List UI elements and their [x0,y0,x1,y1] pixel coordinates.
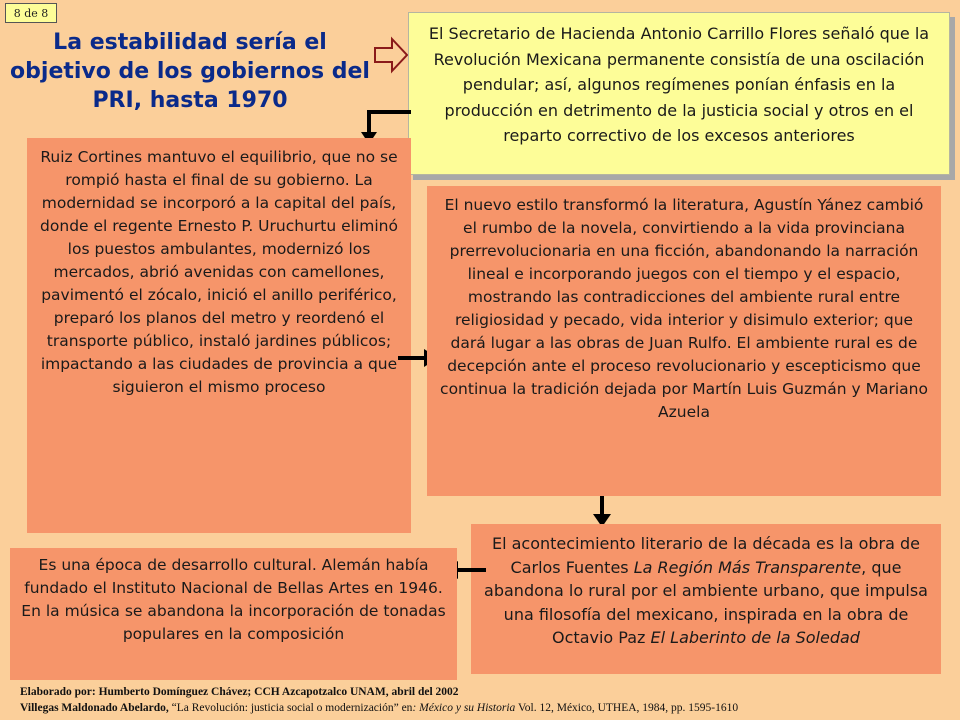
fuentes-box [471,524,941,674]
footer-credit: Elaborado por: Humberto Domínguez Chávez; CCH Azcapotzalco UNAM, abril del 2002 [20,686,459,698]
book-title-laberinto: El Laberinto de la Soledad [650,628,860,647]
literatura-box: El nuevo estilo transformó la literatura, Agustín Yánez cambió el rumbo de la novela, convirtiendo a la vida provinciana prerrevolucionaria en una ficción, abandonando la narración lineal e incorporando juegos con el tiempo y el espacio, mostrando las contradicciones del ambiente rural entre religiosidad y pecado, vida interior y disimulo exterior; que dará lugar a las obras de Juan Rulfo. El ambiente rural es de decepción ante el proceso revolucionario y escepticismo que continua la tradición dejada por Martín Luis Guzmán y Mariano Azuela [427,186,941,496]
reference-book: : México y su Historia [412,702,516,714]
cultural-box: Es una época de desarrollo cultural. Alemán había fundado el Instituto Nacional de Bellas Artes en 1946. En la música se abandona la incorporación de tonadas populares en la composición [10,548,457,680]
footer-reference [20,702,738,714]
reference-details: Vol. 12, México, UTHEA, 1984, pp. 1595-1610 [515,702,739,714]
secretario-box: El Secretario de Hacienda Antonio Carrillo Flores señaló que la Revolución Mexicana permanente consistía de una oscilación pendular; así, algunos regímenes ponían énfasis en la producción en detrimento de la justicia social y otros en el reparto correctivo de los excesos anteriores [408,12,950,175]
page-title: La estabilidad sería el objetivo de los gobiernos del PRI, hasta 1970 [10,30,370,113]
fuentes-text-1: El acontecimiento literario de la década es la obra de Carlos Fuentes [491,534,921,577]
reference-article: “La Revolución: justicia social o modernización” en [168,702,413,714]
ruiz-cortines-box: Ruiz Cortines mantuvo el equilibrio, que no se rompió hasta el final de su gobierno. La modernidad se incorporó a la capital del país, donde el regente Ernesto P. Uruchurtu eliminó los puestos ambulantes, modernizó los mercados, abrió avenidas con camellones, pavimentó el zócalo, inició el anillo periférico, preparó los planos del metro y reordenó el transporte público, instaló jardines públicos; impactando a las ciudades de provincia a que siguieron el mismo proceso [27,138,411,533]
book-title-region: La Región Más Transparente [633,557,862,577]
fuentes-text-2: , que abandona lo rural por el ambiente urbano, que impulsa una filosofía del mexicano, inspirada en la obra de Octavio Paz [484,557,928,647]
block-arrow-icon [374,38,408,72]
slide-number: 8 de 8 [5,3,57,23]
reference-author: Villegas Maldonado Abelardo, [20,702,169,714]
